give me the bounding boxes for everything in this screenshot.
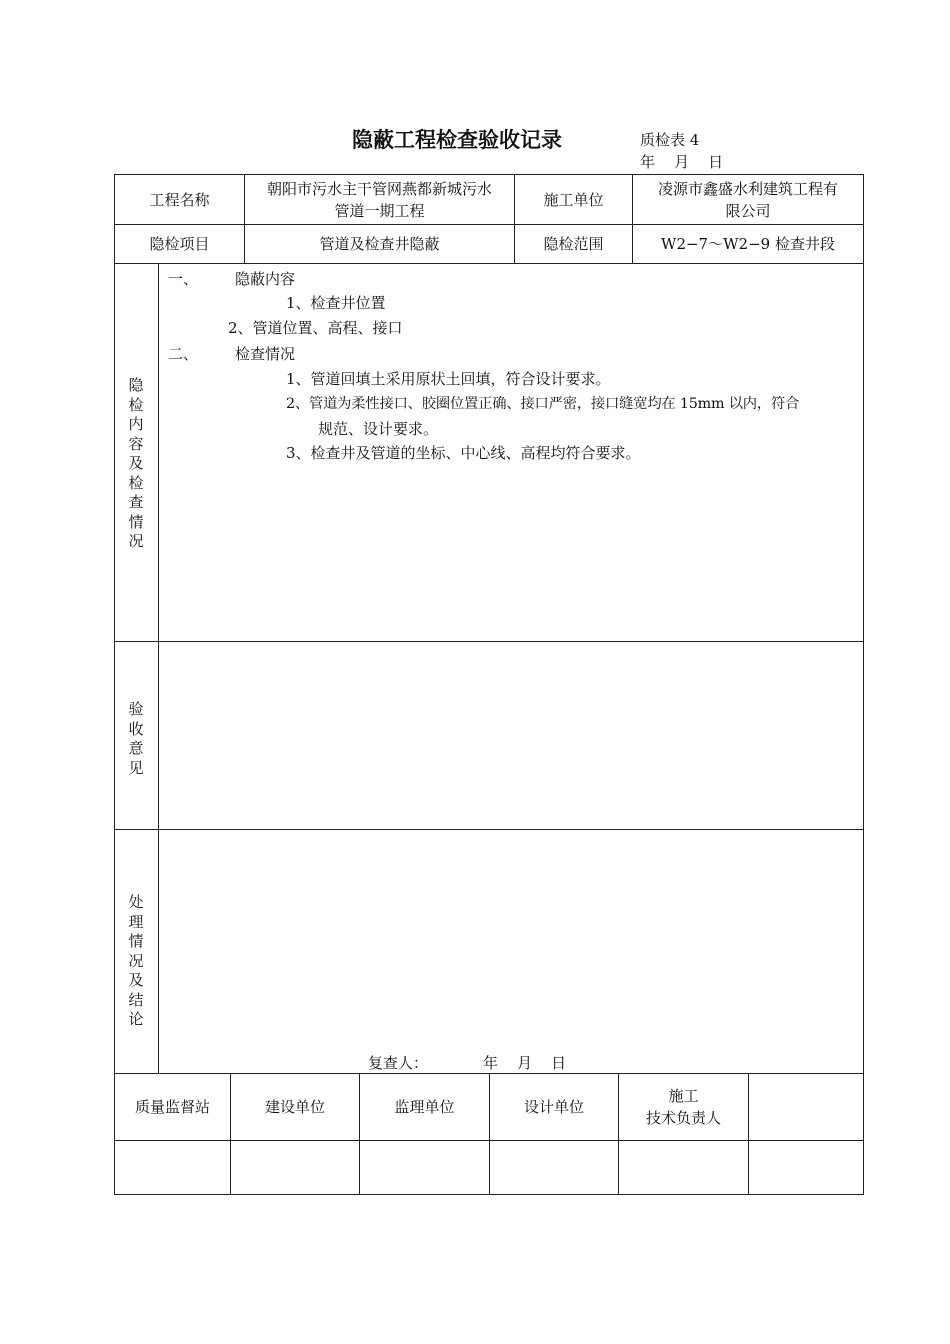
row-divider-2	[114, 263, 864, 264]
sig-quality-station: 质量监督站	[134, 1098, 210, 1116]
project-name-label: 工程名称	[149, 190, 210, 209]
page-title: 隐蔽工程检查验收记录	[352, 128, 562, 152]
sig-construction-owner: 建设单位	[264, 1098, 325, 1116]
row-divider-4	[114, 829, 864, 830]
header-date: 年 月 日	[640, 153, 724, 171]
inspection-scope-label: 隐检范围	[543, 235, 604, 253]
table-border-right	[863, 174, 864, 1195]
opinion-side-label: 验收意见	[128, 700, 144, 777]
inspection-scope-value: W2−7～W2−9 检查井段	[661, 235, 835, 253]
check-item-2-line2: 规范、设计要求。	[318, 420, 439, 438]
check-item-3: 3、检查井及管道的坐标、中心线、高程均符合要求。	[286, 444, 641, 462]
table-border-left	[114, 174, 115, 1195]
check-item-2-line1: 2、管道为柔性接口、胶圈位置正确、接口严密，接口缝宽均在 15mm 以内，符合	[286, 396, 800, 412]
check-item-1: 1、管道回填土采用原状土回填，符合设计要求。	[286, 370, 611, 388]
reviewer-label: 复查人：	[368, 1054, 429, 1072]
project-name-value: 朝阳市污水主干管网燕都新城污水 管道一期工程	[266, 179, 492, 220]
inspection-item-value: 管道及检查井隐蔽	[319, 235, 440, 253]
side-column-divider	[158, 263, 159, 1074]
contractor-value: 凌源市鑫盛水利建筑工程有 限公司	[657, 179, 838, 220]
review-date: 年 月 日	[483, 1054, 567, 1072]
contractor-label: 施工单位	[543, 190, 604, 209]
content-side-label: 隐检内容及检查情况	[128, 376, 144, 550]
heading2-number: 二、	[168, 345, 199, 363]
content-item-1: 1、检查井位置	[286, 294, 386, 312]
content-item-2: 2、管道位置、高程、接口	[228, 319, 403, 337]
handling-side-label: 处理情况及结论	[128, 893, 144, 1028]
sig-technical-lead: 施工 技术负责人	[645, 1087, 721, 1127]
row-divider-3	[114, 641, 864, 642]
sig-supervisor: 监理单位	[394, 1098, 455, 1116]
heading1-text: 隐蔽内容	[235, 270, 296, 288]
form-number: 质检表 4	[640, 131, 700, 149]
inspection-item-label: 隐检项目	[149, 235, 210, 253]
sig-design-unit: 设计单位	[523, 1098, 584, 1116]
heading1-number: 一、	[168, 270, 199, 288]
sig-col-divider-5	[748, 1073, 749, 1195]
heading2-text: 检查情况	[235, 345, 296, 363]
